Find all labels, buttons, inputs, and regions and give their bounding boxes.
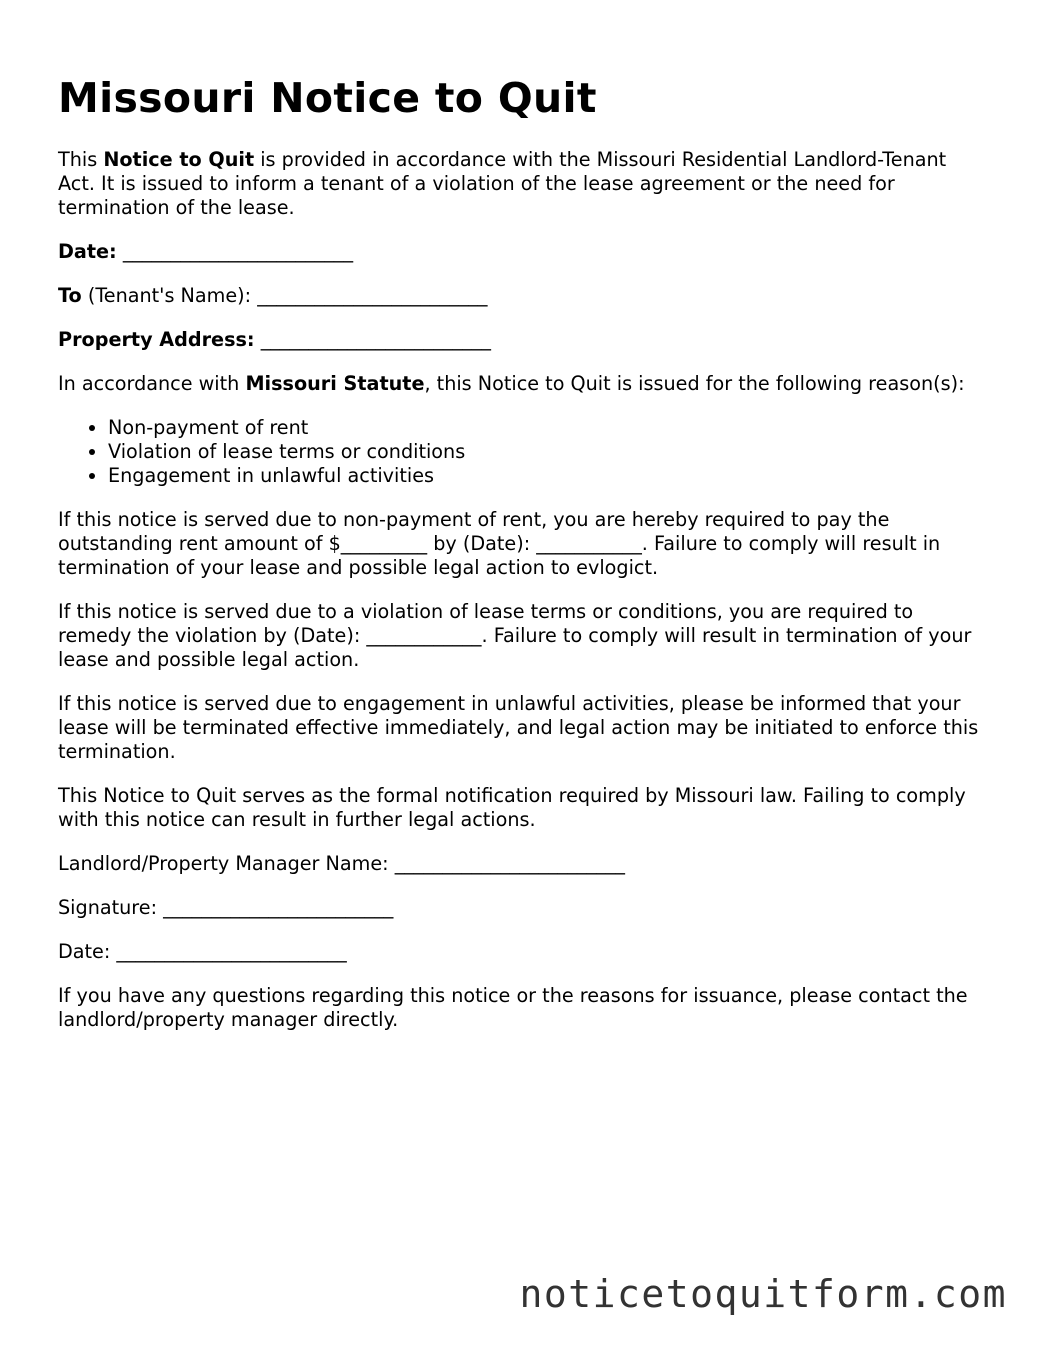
date-label: Date:: [58, 240, 117, 263]
formal-notice-paragraph: This Notice to Quit serves as the formal notification required by Missouri law. Failing to comply with this notice can result in further legal actions.: [58, 784, 966, 831]
tenant-name-field: [58, 284, 988, 308]
tenant-name-blank: ________________________: [257, 284, 488, 307]
intro-prefix: This: [58, 148, 104, 171]
list-item: • Violation of lease terms or conditions: [108, 440, 988, 464]
date-field: [58, 240, 988, 264]
address-blank: ________________________: [260, 328, 491, 351]
to-sub-label: (Tenant's Name):: [81, 284, 258, 307]
nonpayment-paragraph: If this notice is served due to non-payment of rent, you are hereby required to pay the outstanding rent amount of $_________ by (Date): ___________. Failure to comply will result in termination of your lease and possible legal action to evlogict.: [58, 508, 941, 579]
closing-paragraph: If you have any questions regarding this notice or the reasons for issuance, please contact the landlord/property manager directly.: [58, 984, 968, 1031]
statute-bold: Missouri Statute: [245, 372, 425, 395]
property-address-field: [58, 328, 988, 352]
intro-bold: Notice to Quit: [103, 148, 255, 171]
statute-paragraph: [58, 372, 988, 396]
date-blank: ________________________: [122, 240, 354, 263]
reasons-list: [58, 416, 988, 488]
violation-paragraph: If this notice is served due to a violation of lease terms or conditions, you are required to remedy the violation by (Date): ____________. Failure to comply will result in termination of your lease and possible legal action.: [58, 600, 972, 671]
intro-suffix: is provided in accordance with the Missouri Residential Landlord-Tenant Act. It is issued to inform a tenant of a violation of the lease agreement or the need for termination of the lease.: [58, 148, 947, 219]
document-page: [58, 72, 988, 1052]
page-title: Missouri Notice to Quit: [58, 74, 597, 122]
list-item: • Non-payment of rent: [108, 416, 988, 440]
statute-prefix: In accordance with: [58, 372, 246, 395]
list-item: • Engagement in unlawful activities: [108, 464, 988, 488]
address-label: Property Address:: [58, 328, 255, 351]
landlord-name-line: Landlord/Property Manager Name: ________________________: [58, 852, 625, 875]
unlawful-paragraph: If this notice is served due to engagement in unlawful activities, please be informed that your lease will be terminated effective immediately, and legal action may be initiated to enforce this termination.: [58, 692, 979, 763]
intro-paragraph: [58, 148, 988, 220]
signature-line: Signature: ________________________: [58, 896, 394, 919]
statute-suffix: , this Notice to Quit is issued for the following reason(s):: [424, 372, 965, 395]
watermark: noticetoquitform.com: [519, 1272, 1007, 1316]
to-label: To: [58, 284, 82, 307]
sign-date-line: Date: ________________________: [58, 940, 347, 963]
